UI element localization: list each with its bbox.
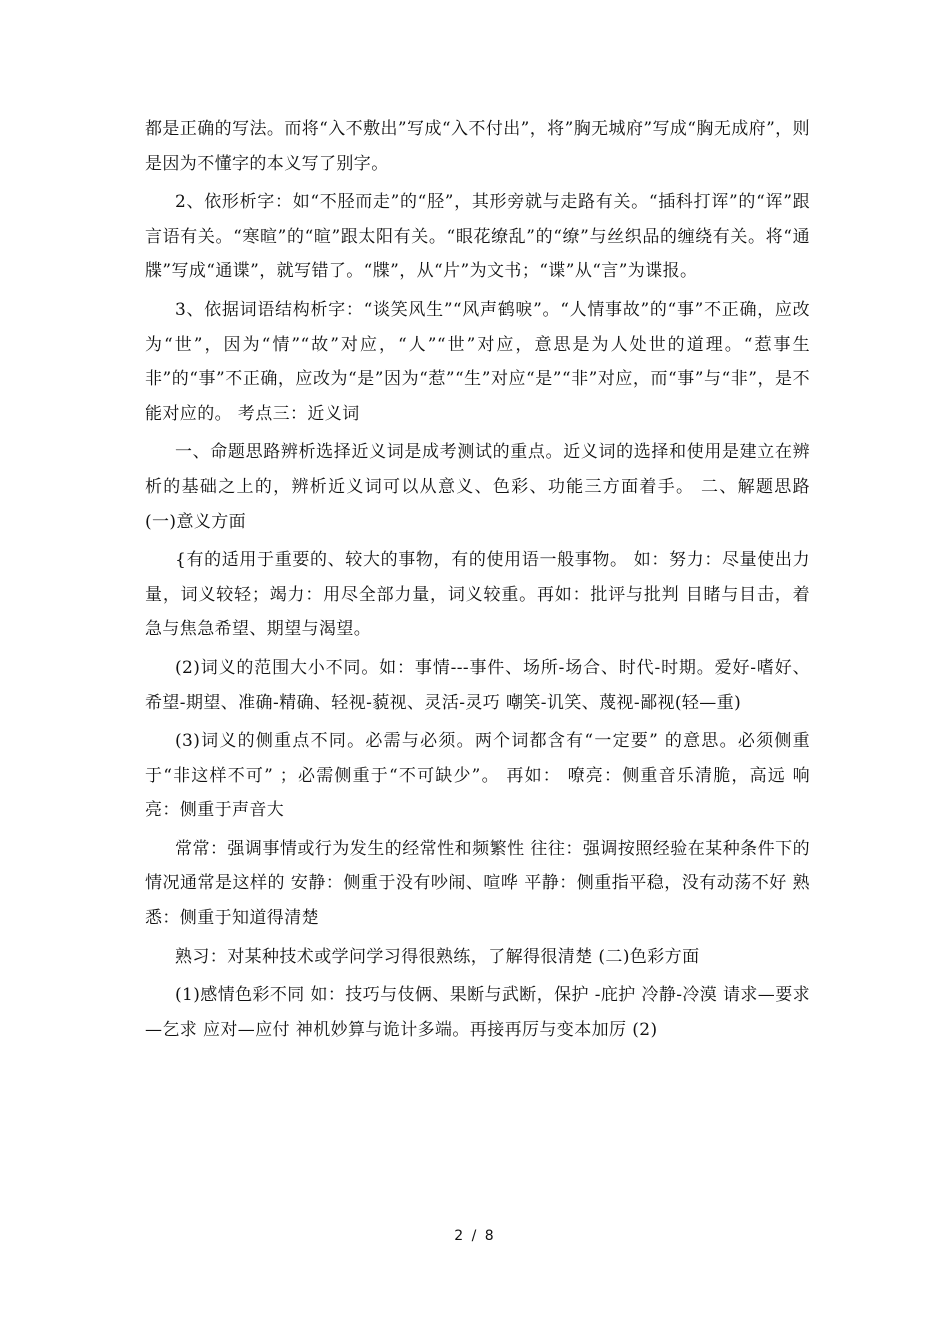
page-number: 2 / 8 [454,1228,496,1244]
paragraph-meaning-scope: (2)词义的范围大小不同。如：事情---事件、场所-场合、时代-时期。爱好-嗜好、希望-期望、准确-精确、轻视-藐视、灵活-灵巧 嘲笑-讥笑、蔑视-鄙视(轻—重) [145,657,810,713]
paragraph-meaning-focus: (3)词义的侧重点不同。必需与必须。两个词都含有“一定要” 的意思。必须侧重于“非这样不可” ；必需侧重于“不可缺少”。 再如： 嘹亮：侧重音乐清脆，高远 响亮：侧重于声音大 [145,731,810,821]
paragraph-synonym-intro: 一、命题思路辨析选择近义词是成考测试的重点。近义词的选择和使用是建立在辨析的基础之上的，辨析近义词可以从意义、色彩、功能三方面着手。 二、解题思路 (一)意义方面 [145,442,810,532]
paragraph-meaning-weight: {有的适用于重要的、较大的事物，有的使用语一般事物。 如：努力：尽量使出力量，词义较轻；竭力：用尽全部力量，词义较重。再如：批评与批判 目睹与目击，着急与焦急希望、期望与渴望。 [145,550,810,640]
paragraph-emotion-color: (1)感情色彩不同 如：技巧与伎俩、果断与武断，保护 -庇护 冷静-冷漠 请求—要求—乞求 应对—应付 神机妙算与诡计多端。再接再厉与变本加厉 (2) [145,985,810,1040]
document-body [145,112,810,1051]
paragraph-examples: 常常：强调事情或行为发生的经常性和频繁性 往往：强调按照经验在某种条件下的情况通常是这样的 安静：侧重于没有吵闹、喧哗 平静：侧重指平稳，没有动荡不好 熟悉：侧重于知道得清楚 [145,838,810,929]
paragraph-color-heading: 熟习：对某种技术或学问学习得很熟练，了解得很清楚 (二)色彩方面 [175,946,700,967]
paragraph-structure-analysis: 3、依据词语结构析字：“谈笑风生”“风声鹤唳”。“人情事故”的“事”不正确，应改为“世”，因为“情”“故”对应，“人”“世”对应，意思是为人处世的道理。“惹事生非”的“事”不正确，应改为“是”因为“惹”“生”对应“是”“非”对应，而“事”与“非”，是不能对应的。 考点三：近义词 [145,299,810,424]
paragraph-continued: 都是正确的写法。而将“入不敷出”写成“入不付出”，将”胸无城府”写成“胸无成府”，则是因为不懂字的本义写了别字。 [145,119,810,174]
paragraph-shape-analysis: 2、依形析字：如“不胫而走”的“胫”，其形旁就与走路有关。“插科打诨”的“诨”跟言语有关。“寒暄”的“暄”跟太阳有关。“眼花缭乱”的“缭”与丝织品的缠绕有关。将“通牒”写成“通谍”，就写错了。“牒”，从“片”为文书；“谍”从“言”为谍报。 [145,192,810,282]
